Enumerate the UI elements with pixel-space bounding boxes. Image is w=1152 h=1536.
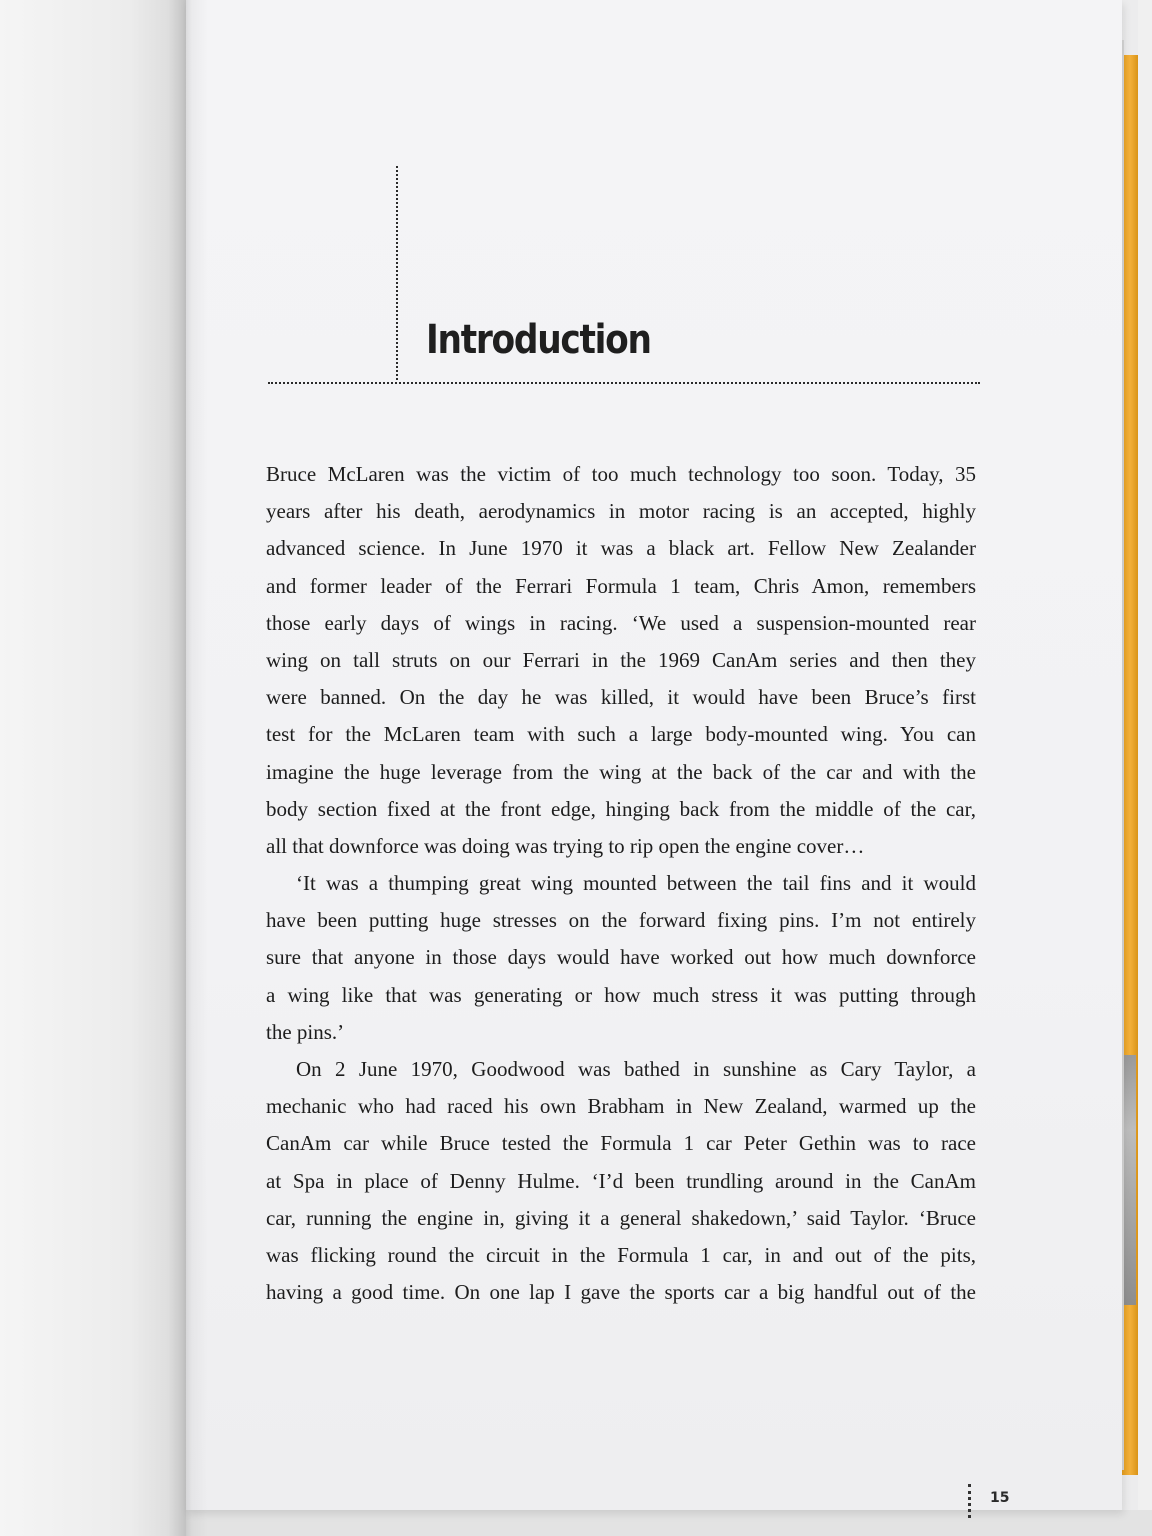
bottom-background [186, 1510, 1152, 1536]
text-line: those early days of wings in racing. ‘We used a suspension-mounted rear [266, 610, 976, 635]
text-line: Bruce McLaren was the victim of too much technology too soon. Today, 35 [266, 462, 976, 486]
text-line: advanced science. In June 1970 it was a black art. Fellow New Zealander [266, 536, 976, 561]
text-line: ‘It was a thumping great wing mounted between the tail fins and it would [296, 871, 976, 896]
text-line: CanAm car while Bruce tested the Formula 1 car Peter Gethin was to race [266, 1131, 976, 1156]
text-line: test for the McLaren team with such a large body-mounted wing. You can [266, 722, 976, 747]
text-line: at Spa in place of Denny Hulme. ‘I’d been trundling around in the CanAm [266, 1168, 976, 1193]
text-line: all that downforce was doing was trying to rip open the engine cover… [266, 833, 865, 858]
text-line: On 2 June 1970, Goodwood was bathed in sunshine as Cary Taylor, a [296, 1057, 976, 1081]
text-line: have been putting huge stresses on the forward fixing pins. I’m not entirely [266, 908, 976, 933]
chapter-title: Introduction [426, 317, 651, 363]
text-line: car, running the engine in, giving it a general shakedown,’ said Taylor. ‘Bruce [266, 1205, 976, 1230]
text-line: imagine the huge leverage from the wing at the back of the car and with the [266, 759, 976, 784]
body-text [266, 456, 976, 1311]
text-line: sure that anyone in those days would have worked out how much downforce [266, 945, 976, 970]
text-line: having a good time. On one lap I gave the sports car a big handful out of the [266, 1280, 976, 1305]
page-number: 15 [990, 1490, 1010, 1506]
text-line: body section fixed at the front edge, hinging back from the middle of the car, [266, 796, 976, 821]
gutter-shadow [168, 0, 208, 1536]
text-line: a wing like that was generating or how much stress it was putting through [266, 982, 976, 1007]
right-background [1138, 0, 1152, 1536]
text-line: was flicking round the circuit in the Formula 1 car, in and out of the pits, [266, 1242, 976, 1267]
footer-dotted-rule [968, 1484, 971, 1518]
text-line: wing on tall struts on our Ferrari in the 1969 CanAm series and then they [266, 647, 976, 672]
text-line: mechanic who had raced his own Brabham in New Zealand, warmed up the [266, 1094, 976, 1119]
title-horizontal-dotted-rule [268, 382, 980, 384]
left-page [0, 0, 186, 1536]
text-line: and former leader of the Ferrari Formula 1 team, Chris Amon, remembers [266, 573, 976, 598]
text-line: were banned. On the day he was killed, it would have been Bruce’s first [266, 685, 976, 710]
text-line: the pins.’ [266, 1019, 345, 1044]
text-line: years after his death, aerodynamics in motor racing is an accepted, highly [266, 499, 976, 524]
title-vertical-dotted-rule [396, 166, 398, 380]
